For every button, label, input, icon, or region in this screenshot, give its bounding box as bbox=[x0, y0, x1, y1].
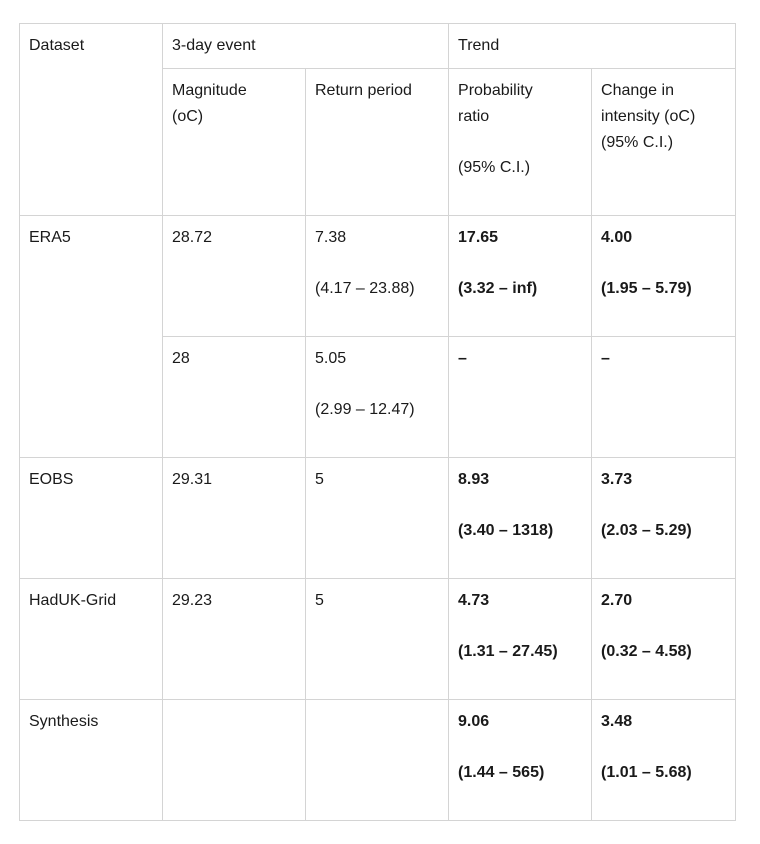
prob-ratio-value: 9.06 bbox=[458, 713, 490, 730]
header-prob-ratio-2: ratio bbox=[458, 108, 490, 125]
header-change: Change in bbox=[601, 82, 674, 99]
return-period-ci: (4.17 – 23.88) bbox=[315, 280, 415, 297]
header-return-period-cell bbox=[306, 69, 449, 216]
return-period-ci: (2.99 – 12.47) bbox=[315, 401, 415, 418]
table-row bbox=[20, 216, 736, 337]
magnitude-value: 28 bbox=[172, 350, 190, 367]
prob-ratio-value: 17.65 bbox=[458, 229, 499, 246]
table-row bbox=[20, 579, 736, 700]
prob-ratio-value: 4.73 bbox=[458, 592, 490, 609]
change-cell bbox=[592, 579, 736, 700]
return-period-cell bbox=[306, 458, 449, 579]
prob-ratio-cell bbox=[449, 337, 592, 458]
return-period-cell bbox=[306, 216, 449, 337]
change-cell bbox=[592, 216, 736, 337]
dataset-cell bbox=[20, 458, 163, 579]
magnitude-cell bbox=[163, 216, 306, 337]
header-prob-ratio: Probability bbox=[458, 82, 533, 99]
table-row bbox=[20, 700, 736, 821]
header-dataset-cell bbox=[20, 24, 163, 216]
magnitude-value: 29.31 bbox=[172, 471, 213, 488]
dataset-cell bbox=[20, 579, 163, 700]
dataset-cell bbox=[20, 216, 163, 458]
header-row-top bbox=[20, 24, 736, 69]
prob-ratio-cell bbox=[449, 458, 592, 579]
attribution-results-table bbox=[19, 23, 736, 821]
prob-ratio-ci: (3.40 – 1318) bbox=[458, 522, 554, 539]
change-ci: (1.95 – 5.79) bbox=[601, 280, 692, 297]
magnitude-cell bbox=[163, 337, 306, 458]
header-prob-ratio-cell bbox=[449, 69, 592, 216]
return-period-value: 5 bbox=[315, 471, 324, 488]
change-value: 2.70 bbox=[601, 592, 633, 609]
header-trend: Trend bbox=[458, 37, 500, 54]
prob-ratio-value: 8.93 bbox=[458, 471, 490, 488]
change-ci: (2.03 – 5.29) bbox=[601, 522, 692, 539]
header-change-2: intensity (oC) bbox=[601, 108, 696, 125]
table-row bbox=[20, 458, 736, 579]
dataset-name: EOBS bbox=[29, 471, 74, 488]
header-return-period: Return period bbox=[315, 82, 412, 99]
dataset-cell bbox=[20, 700, 163, 821]
change-value: 4.00 bbox=[601, 229, 633, 246]
header-event-cell bbox=[163, 24, 449, 69]
header-magnitude: Magnitude bbox=[172, 82, 247, 99]
header-change-cell bbox=[592, 69, 736, 216]
dataset-name: Synthesis bbox=[29, 713, 99, 730]
dataset-name: HadUK-Grid bbox=[29, 592, 117, 609]
magnitude-cell bbox=[163, 579, 306, 700]
prob-ratio-ci: (1.31 – 27.45) bbox=[458, 643, 558, 660]
magnitude-value: 28.72 bbox=[172, 229, 213, 246]
header-trend-cell bbox=[449, 24, 736, 69]
return-period-cell bbox=[306, 579, 449, 700]
return-period-value: 5 bbox=[315, 592, 324, 609]
magnitude-value: 29.23 bbox=[172, 592, 213, 609]
change-cell bbox=[592, 337, 736, 458]
return-period-cell bbox=[306, 337, 449, 458]
magnitude-cell bbox=[163, 458, 306, 579]
prob-ratio-ci: (3.32 – inf) bbox=[458, 280, 538, 297]
change-ci: (0.32 – 4.58) bbox=[601, 643, 692, 660]
magnitude-cell bbox=[163, 700, 306, 821]
return-period-cell bbox=[306, 700, 449, 821]
dataset-name: ERA5 bbox=[29, 229, 71, 246]
header-magnitude-cell bbox=[163, 69, 306, 216]
change-cell bbox=[592, 458, 736, 579]
return-period-value: 7.38 bbox=[315, 229, 347, 246]
prob-ratio-ci: (1.44 – 565) bbox=[458, 764, 545, 781]
prob-ratio-cell bbox=[449, 216, 592, 337]
change-value: 3.48 bbox=[601, 713, 633, 730]
change-value: – bbox=[601, 350, 610, 367]
prob-ratio-cell bbox=[449, 579, 592, 700]
change-ci: (1.01 – 5.68) bbox=[601, 764, 692, 781]
prob-ratio-cell bbox=[449, 700, 592, 821]
header-event: 3-day event bbox=[172, 37, 256, 54]
header-magnitude-unit: (oC) bbox=[172, 108, 204, 125]
header-dataset: Dataset bbox=[29, 37, 85, 54]
header-prob-ratio-ci: (95% C.I.) bbox=[458, 159, 531, 176]
prob-ratio-value: – bbox=[458, 350, 467, 367]
change-value: 3.73 bbox=[601, 471, 633, 488]
change-cell bbox=[592, 700, 736, 821]
return-period-value: 5.05 bbox=[315, 350, 347, 367]
header-change-ci: (95% C.I.) bbox=[601, 134, 674, 151]
